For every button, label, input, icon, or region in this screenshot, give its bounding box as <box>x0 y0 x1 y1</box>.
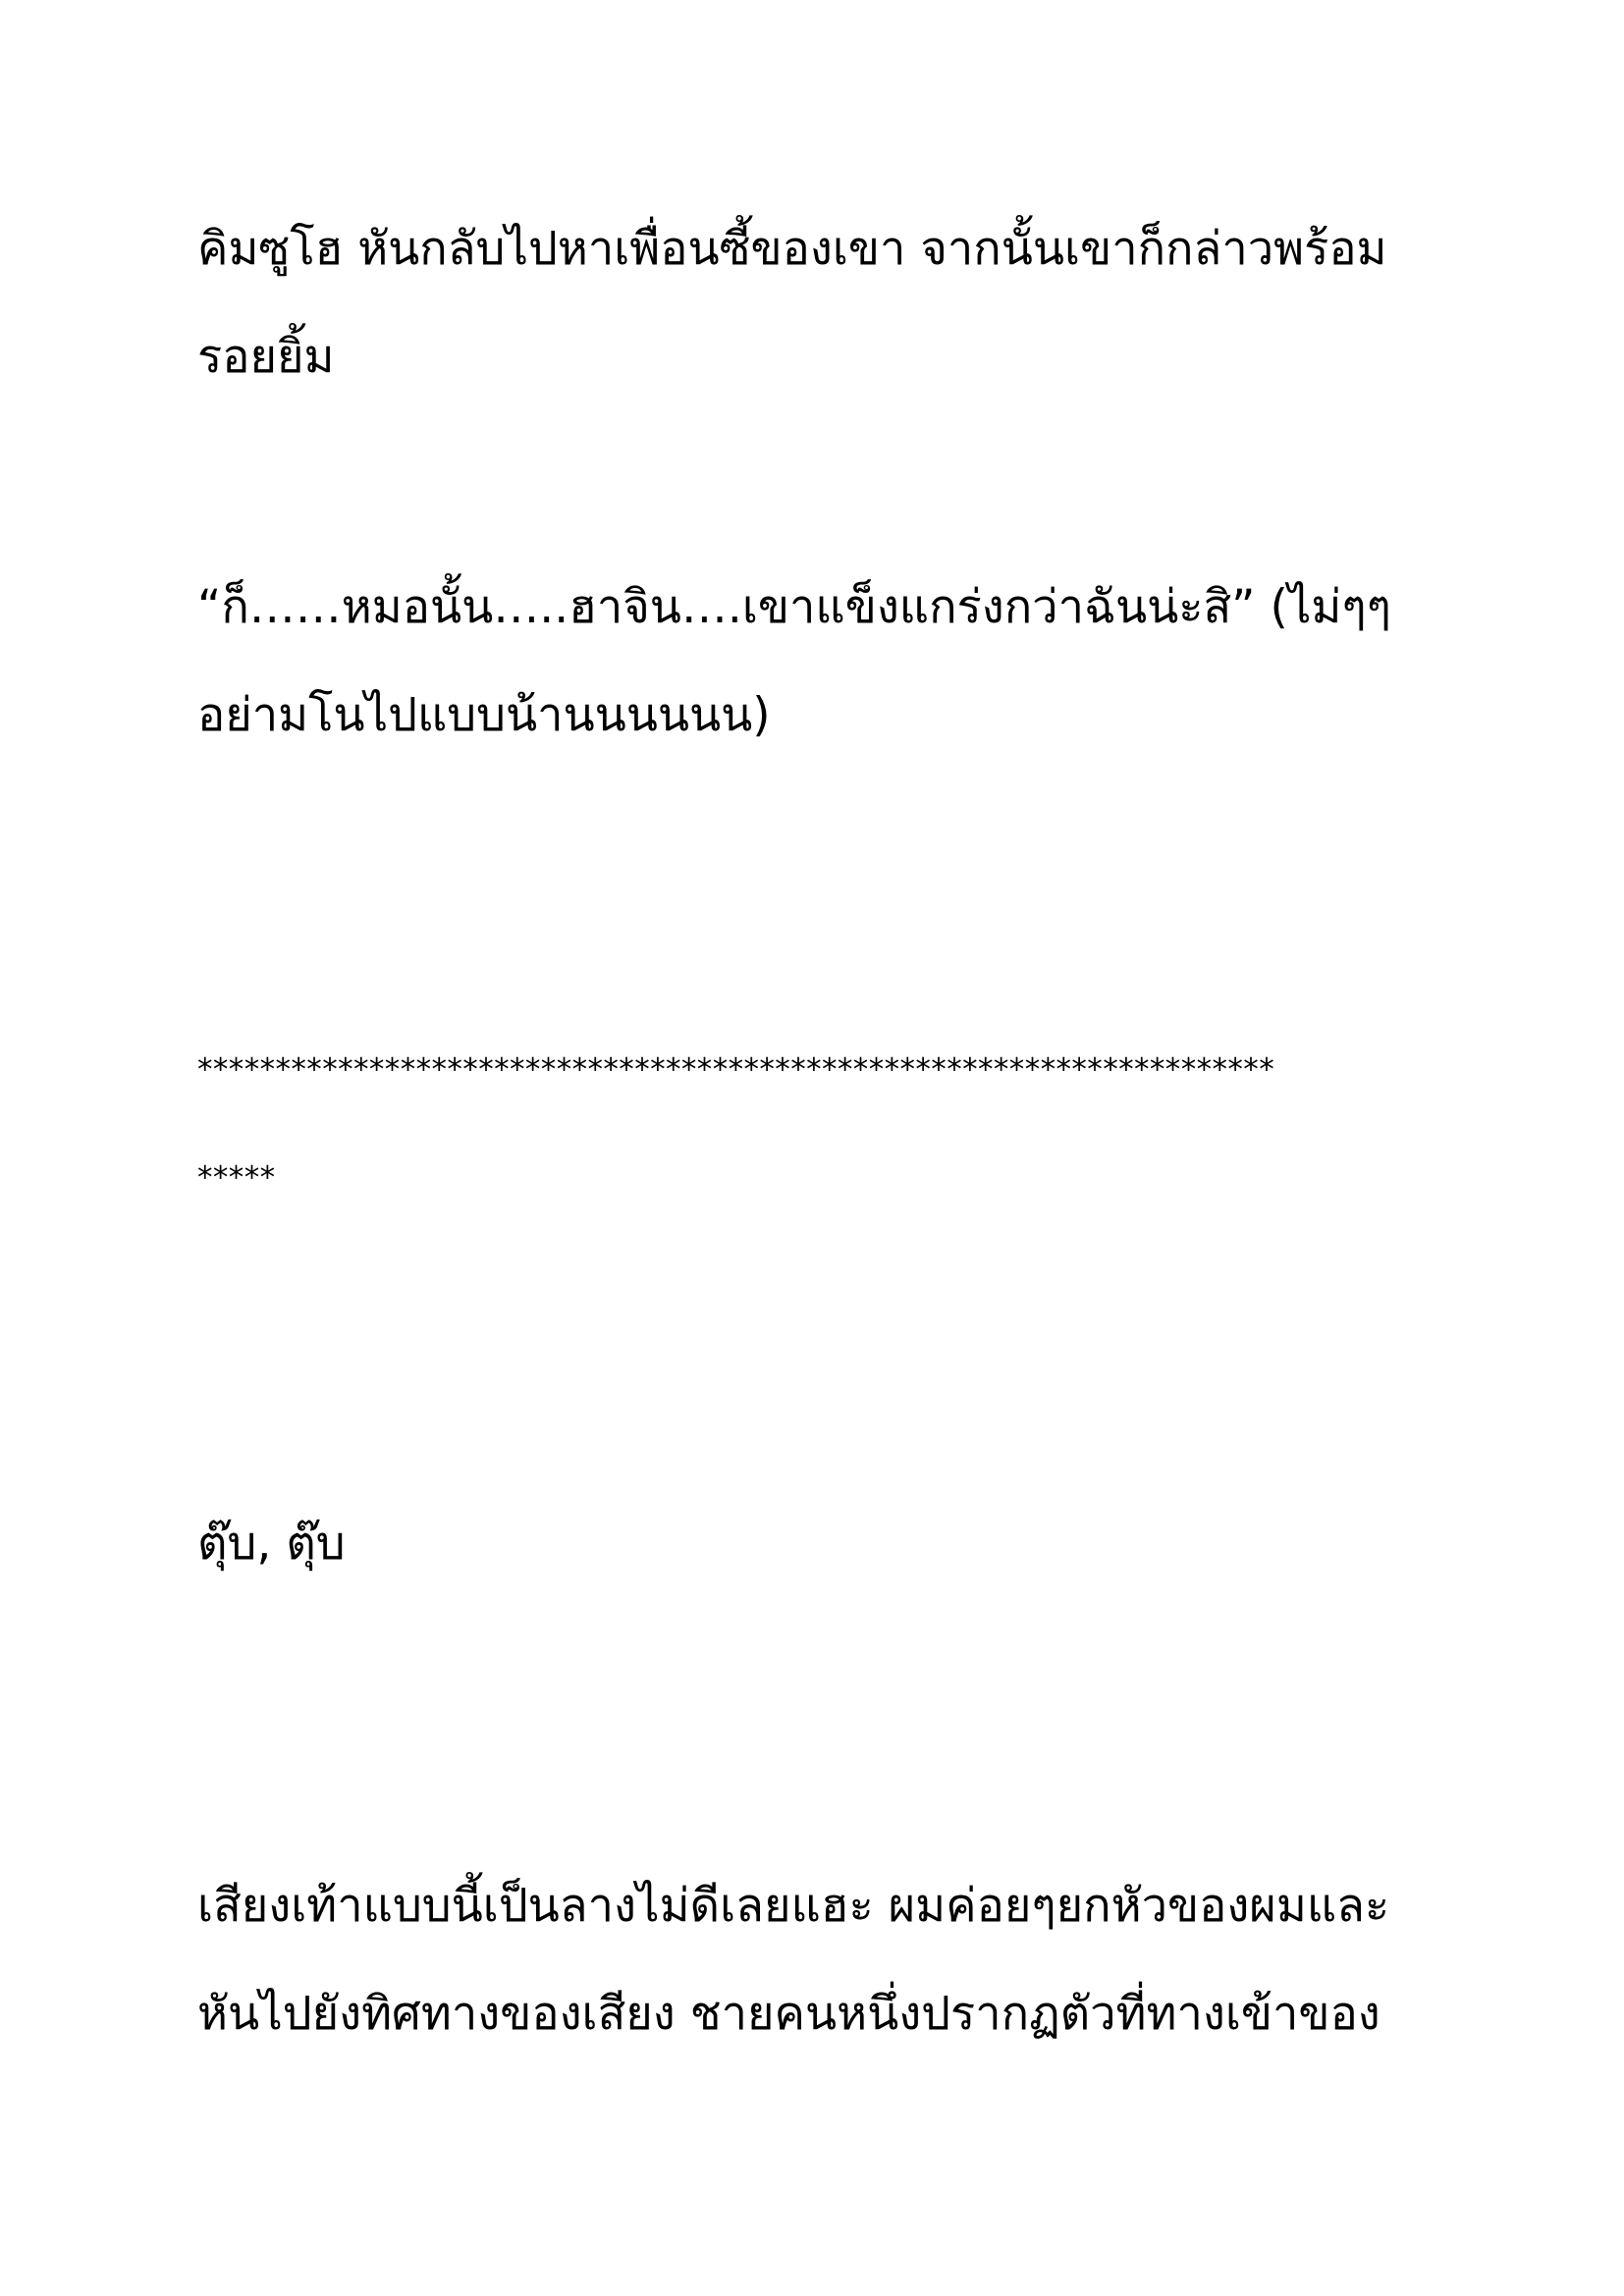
paragraph-line: หันไปยังทิศทางของเสียง ชายคนหนึ่งปรากฏตัวที่ทางเข้าของ <box>197 1987 1380 2041</box>
paragraph-line: ตุ๊บ, ตุ๊บ <box>197 1517 346 1571</box>
paragraph-line: เสียงเท้าแบบนี้เป็นลางไม่ดีเลยแฮะ ผมค่อยๆยกหัวของผมและ <box>197 1879 1390 1933</box>
paragraph-line: อย่ามโนไปแบบน้านนนนนน) <box>197 688 771 742</box>
paragraph-line: “ก็……หมอนั้น…..ฮาจิน….เขาแข็งแกร่งกว่าฉันน่ะสิ” (ไม่ๆๆ <box>197 580 1391 634</box>
paragraph-line: รอยยิ้ม <box>197 330 335 384</box>
separator-line: ***** <box>197 1160 276 1196</box>
separator-line: ********************************************************************* <box>197 1052 1275 1088</box>
paragraph-line: คิมซูโฮ หันกลับไปหาเพื่อนซี้ของเขา จากนั้นเขาก็กล่าวพร้อม <box>197 222 1387 276</box>
